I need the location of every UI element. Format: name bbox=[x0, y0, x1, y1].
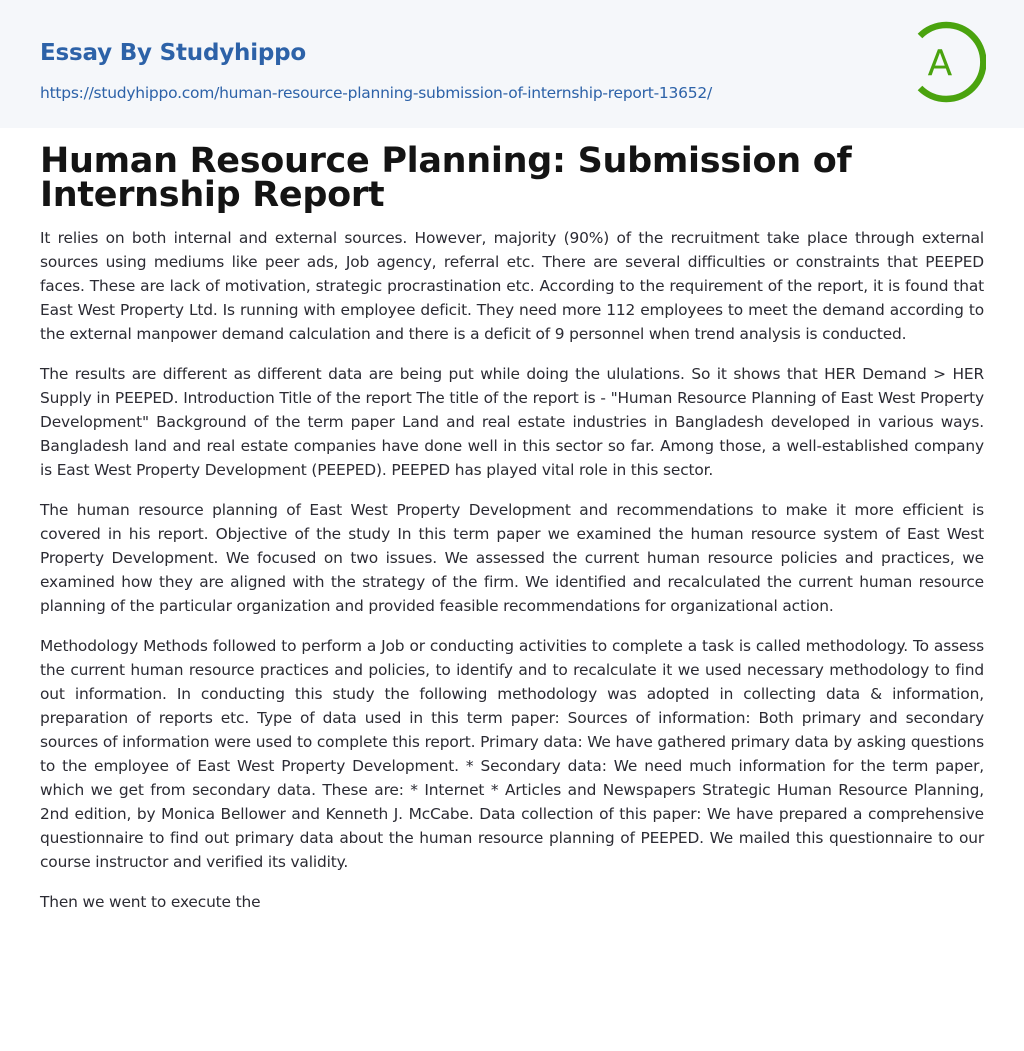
essay-paragraph-truncated: Then we went to execute the bbox=[40, 893, 261, 911]
studyhippo-logo-icon[interactable] bbox=[912, 20, 986, 104]
brand-title: Essay By Studyhippo bbox=[40, 40, 307, 66]
essay-paragraph: It relies on both internal and external sources. However, majority (90%) of the recruitment take place through external sources using mediums like peer ads, Job agency, referral etc. There are several difficulties or constraints that PEEPED faces. These are lack of motivation, strategic procrastination etc. According to the requirement of the report, it is found that East West Property Ltd. Is running with employee deficit. They need more 112 employees to meet the demand according to the external manpower demand calculation and there is a deficit of 9 personnel when trend analysis is conducted. bbox=[40, 229, 984, 343]
page-title: Human Resource Planning: Submission of Internship Report bbox=[40, 141, 852, 215]
essay-paragraph: The human resource planning of East West Property Development and recommendations to make it more efficient is covered in his report. Objective of the study In this term paper we examined the human resource system of East West Property Development. We focused on two issues. We assessed the current human resource policies and practices, we examined how they are aligned with the strategy of the firm. We identified and recalculated the current human resource planning of the particular organization and provided feasible recommendations for organizational action. bbox=[40, 501, 984, 615]
essay-paragraph: Methodology Methods followed to perform a Job or conducting activities to complete a task is called methodology. To assess the current human resource practices and policies, to identify and to recalculate it we used necessary methodology to find out information. In conducting this study the following methodology was adopted in collecting data & information, preparation of reports etc. Type of data used in this term paper: Sources of information: Both primary and secondary sources of information were used to complete this report. Primary data: We have gathered primary data by asking questions to the employee of East West Property Development. * Secondary data: We need much information for the term paper, which we get from secondary data. These are: * Internet * Articles and Newspapers Strategic Human Resource Planning, 2nd edition, by Monica Bellower and Kenneth J. McCabe. Data collection of this paper: We have prepared a comprehensive questionnaire to find out primary data about the human resource planning of PEEPED. We mailed this questionnaire to our course instructor and verified its validity. bbox=[40, 637, 984, 871]
essay-paragraph: The results are different as different data are being put while doing the ululations. So it shows that HER Demand > HER Supply in PEEPED. Introduction Title of the report The title of the report is - "Human Resource Planning of East West Property Development" Background of the term paper Land and real estate industries in Bangladesh developed in various ways. Bangladesh land and real estate companies have done well in this sector so far. Among those, a well-established company is East West Property Development (PEEPED). PEEPED has played vital role in this sector. bbox=[40, 365, 984, 479]
site-header bbox=[0, 0, 1024, 128]
source-url-link[interactable]: https://studyhippo.com/human-resource-planning-submission-of-internship-report-13652/ bbox=[40, 84, 712, 102]
essay-content bbox=[0, 128, 1024, 914]
svg-text:A: A bbox=[927, 43, 953, 84]
